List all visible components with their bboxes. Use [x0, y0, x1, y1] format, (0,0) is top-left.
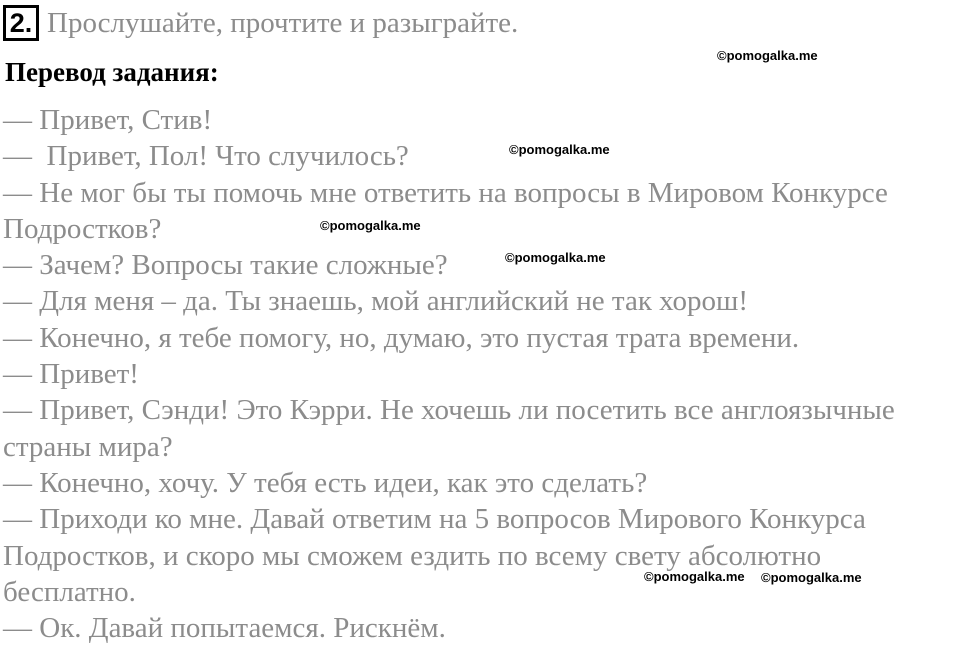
dialogue-line: — Конечно, я тебе помогу, но, думаю, это пустая трата времени.	[3, 321, 800, 354]
watermark: ©pomogalka.me	[505, 250, 606, 265]
task-number-box: 2.	[3, 5, 39, 41]
dialogue-line: — Привет, Пол! Что случилось?	[3, 140, 409, 173]
dialogue-line: бесплатно.	[3, 575, 136, 608]
dialogue-line: — Не мог бы ты помочь мне ответить на вопросы в Мировом Конкурсе	[3, 176, 888, 209]
watermark: ©pomogalka.me	[509, 142, 610, 157]
dialogue-line: — Привет!	[3, 358, 139, 391]
dialogue-line: Подростков, и скоро мы сможем ездить по всему свету абсолютно	[3, 539, 822, 572]
dialogue-line: — Для меня – да. Ты знаешь, мой английский не так хорош!	[3, 285, 749, 318]
dialogue-line: страны мира?	[3, 430, 173, 463]
dialogue-text	[3, 102, 960, 646]
dialogue-line: — Привет, Сэнди! Это Кэрри. Не хочешь ли посетить все англоязычные	[3, 394, 895, 427]
watermark: ©pomogalka.me	[644, 569, 745, 584]
translation-heading: Перевод задания:	[5, 57, 219, 87]
dialogue-line: — Ок. Давай попытаемся. Рискнём.	[3, 612, 446, 645]
watermark: ©pomogalka.me	[717, 48, 818, 63]
task-header	[3, 4, 518, 42]
dialogue-line: — Привет, Стив!	[3, 104, 213, 136]
task-instruction: Прослушайте, прочтите и разыграйте.	[47, 6, 519, 39]
watermark: ©pomogalka.me	[320, 218, 421, 233]
watermark: ©pomogalka.me	[761, 570, 862, 585]
dialogue-line: — Зачем? Вопросы такие сложные?	[3, 249, 448, 282]
dialogue-line: Подростков?	[3, 212, 162, 245]
dialogue-line: — Приходи ко мне. Давай ответим на 5 вопросов Мирового Конкурса	[3, 503, 866, 536]
dialogue-line: — Конечно, хочу. У тебя есть идеи, как это сделать?	[3, 466, 648, 499]
